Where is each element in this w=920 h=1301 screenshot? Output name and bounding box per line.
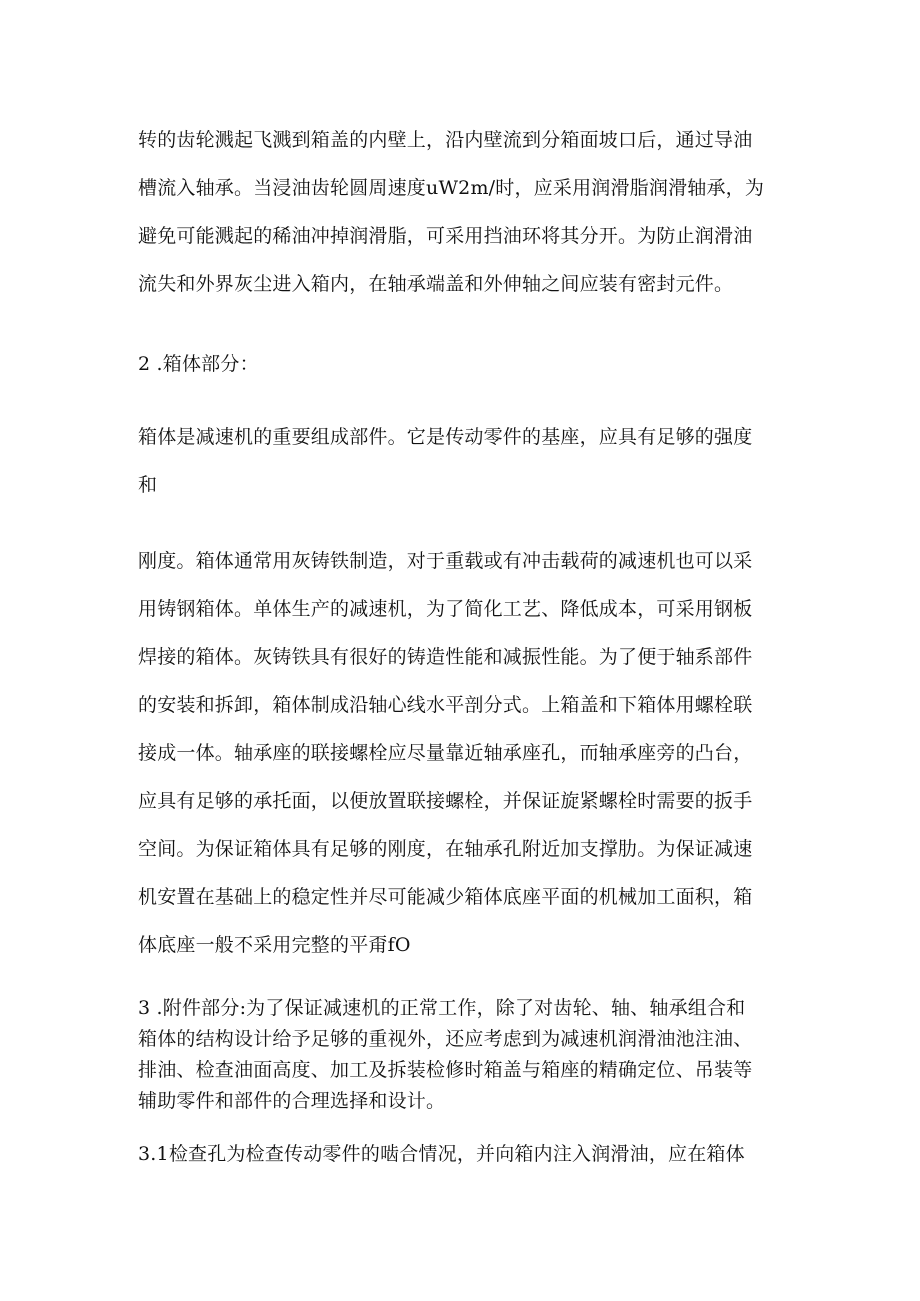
text-line: 3 .附件部分:为了保证减速机的正常工作，除了对齿轮、轴、轴承组合和 — [138, 997, 746, 1019]
text-line: 用铸钢箱体。单体生产的减速机，为了简化工艺、降低成本，可采用钢板 — [138, 598, 753, 620]
text-line: 和 — [138, 474, 158, 496]
text-line: 机安置在基础上的稳定性并尽可能减少箱体底座平面的机械加工面积，箱 — [138, 886, 753, 908]
text-line: 接成一体。轴承座的联接螺栓应尽量靠近轴承座孔，而轴承座旁的凸台， — [138, 742, 753, 764]
text-line: 排油、检查油面高度、加工及拆装检修时箱盖与箱座的精确定位、吊装等 — [138, 1059, 753, 1081]
text-line: 槽流入轴承。当浸油齿轮圆周速度uW2m∕时，应采用润滑脂润滑轴承，为 — [138, 177, 765, 199]
paragraph-housing-intro — [138, 413, 788, 509]
text-line: 刚度。箱体通常用灰铸铁制造，对于重载或有冲击载荷的减速机也可以采 — [138, 550, 753, 572]
text-line: 应具有足够的承托面，以便放置联接螺栓，并保证旋紧螺栓时需要的扳手 — [138, 790, 753, 812]
paragraph-lubrication-continued — [138, 116, 788, 308]
paragraph-housing-body — [138, 537, 788, 969]
text-line: 3.1检查孔为检查传动零件的啮合情况，并向箱内注入润滑油，应在箱体 — [138, 1143, 745, 1165]
text-line: 避免可能溅起的稀油冲掉润滑脂，可采用挡油环将其分开。为防止润滑油 — [138, 225, 753, 247]
text-line: 箱体的结构设计给予足够的重视外，还应考虑到为减速机润滑油池注油、 — [138, 1028, 753, 1050]
paragraph-accessories — [138, 993, 788, 1117]
section-heading-housing — [138, 340, 788, 388]
section-heading: 2 .箱体部分： — [138, 353, 259, 375]
text-line: 焊接的箱体。灰铸铁具有很好的铸造性能和减振性能。为了便于轴系部件 — [138, 646, 753, 668]
text-line: 辅助零件和部件的合理选择和设计。 — [138, 1090, 446, 1112]
paragraph-inspection-hole — [138, 1130, 788, 1178]
text-line: 的安装和拆卸，箱体制成沿轴心线水平剖分式。上箱盖和下箱体用螺栓联 — [138, 694, 753, 716]
text-line: 流失和外界灰尘进入箱内，在轴承端盖和外伸轴之间应装有密封元件。 — [138, 273, 734, 295]
text-line: 体底座一般不采用完整的平甭fO — [138, 934, 411, 956]
text-line: 转的齿轮溅起飞溅到箱盖的内壁上，沿内壁流到分箱面坡口后，通过导油 — [138, 129, 753, 151]
text-line: 箱体是减速机的重要组成部件。它是传动零件的基座，应具有足够的强度 — [138, 426, 753, 448]
text-line: 空间。为保证箱体具有足够的刚度，在轴承孔附近加支撑肋。为保证减速 — [138, 838, 753, 860]
